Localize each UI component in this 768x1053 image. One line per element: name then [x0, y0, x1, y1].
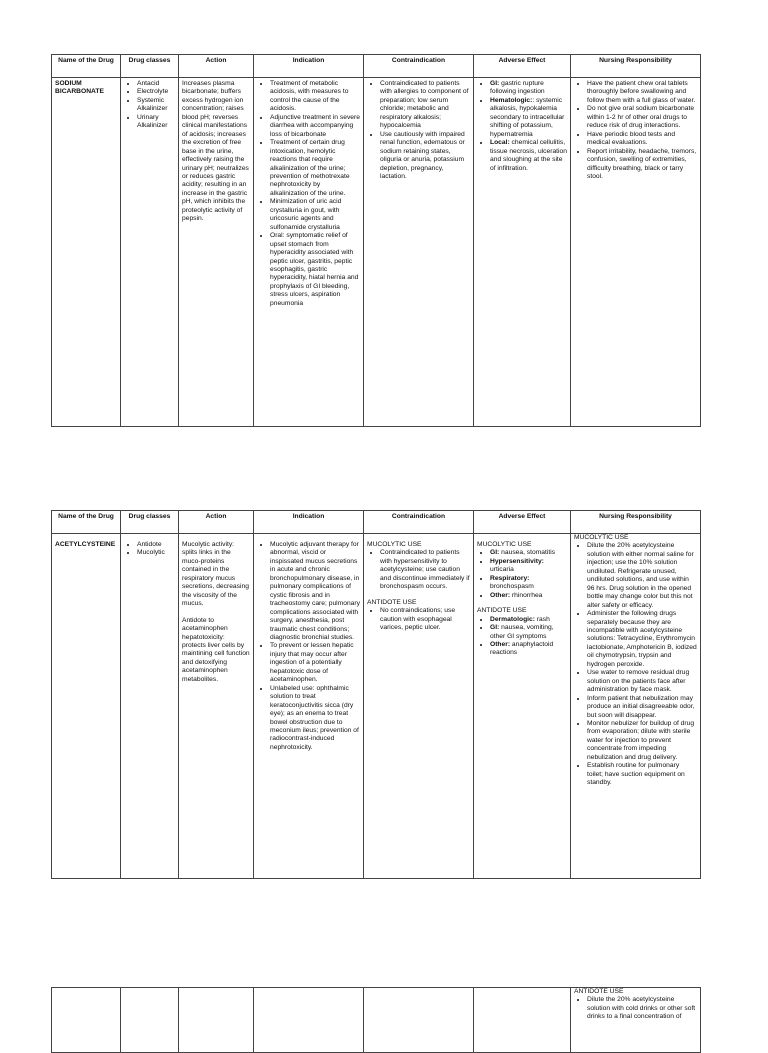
- list-item: [490, 592, 567, 600]
- section-heading: ANTIDOTE USE: [367, 598, 417, 606]
- action-text: Increases plasma bicarbonate; buffers excess hydrogen ion concentration; raises blood pH; reverses clinical manifestations of acidosis; increases the excretion of free base in the urine, effectively raising the urinary pH; neutralizes or reduces gastric acidity; resulting in an increase in the gastric pH, which inhibits the proteolytic activity of pepsin.: [182, 80, 249, 223]
- adverse-effect-cell: [474, 78, 571, 427]
- list-item: • Use water to remove residual drug solution on the patients face after administration by face mask.: [587, 669, 697, 694]
- table-row: [52, 534, 701, 879]
- list-item: • Establish routine for pulmonary toilet; have suction equipment on standby.: [587, 762, 697, 787]
- section-heading: MUCOLYTIC USE: [367, 541, 422, 548]
- effect-text: rhinorrhea: [510, 591, 543, 599]
- header-row: [52, 511, 701, 534]
- list-item: [490, 139, 567, 173]
- list-item: • Antacid: [137, 80, 175, 88]
- list-item: • Administer the following drugs separately because they are incompatible with acetylcysteine solutions: Tetracycline, Erythromycin lactobionate, Amphotericin B, iodized oil chymotrypsin, trypsin and hydrogen peroxide.: [587, 610, 697, 669]
- effect-text: nausea, stomatitis: [499, 549, 556, 557]
- list-item: • Oral: symptomatic relief of upset stomach from hyperacidity associated with peptic ulcer, gastritis, peptic esophagitis, gastric hyperacidity, hiatal hernia and prophylaxis of GI bleeding, stress ulcers, aspiration pneumonia: [270, 232, 360, 308]
- list-item: • Dilute the 20% acetylcysteine solution with cold drinks or other soft drinks to a final concentration of: [587, 996, 697, 1021]
- list-item: [490, 549, 567, 557]
- effect-label: Respiratory:: [490, 574, 530, 582]
- header-indication: Indication: [254, 55, 364, 78]
- list-item: • Mucolytic: [137, 549, 175, 557]
- drug-classes-cell: [121, 78, 179, 427]
- section-heading: ANTIDOTE USE: [477, 607, 527, 615]
- empty-cell: [474, 988, 571, 1053]
- list-item: • Systemic Alkalinizer: [137, 97, 175, 114]
- section-heading: MUCOLYTIC USE: [477, 541, 532, 548]
- adverse-effect-cell: [474, 534, 571, 879]
- effect-text: urticaria: [490, 566, 514, 574]
- list-item: • Do not give oral sodium bicarbonate within 1-2 hr of other oral drugs to reduce risk of drug interactions.: [587, 105, 697, 130]
- contraindication-cell: [364, 78, 474, 427]
- header-drug-name: Name of the Drug: [52, 511, 121, 534]
- section-heading: MUCOLYTIC USE: [574, 534, 629, 541]
- list-item: • Treatment of metabolic acidosis, with measures to control the cause of the acidosis.: [270, 80, 360, 114]
- list-item: • Adjunctive treatment in severe diarrhea with accompanying loss of bicarbonate: [270, 114, 360, 139]
- nursing-cell: [571, 988, 701, 1053]
- action-text-antidote: Antidote to acetaminophen hepatotoxicity: protects liver cells by maintining cell function and detoxifying acetaminophen metabolites.: [182, 616, 250, 683]
- list-item: • Have the patient chew oral tablets thoroughly before swallowing and follow them with a full glass of water.: [587, 80, 697, 105]
- effect-label: Local:: [490, 139, 510, 147]
- effect-label: GI:: [490, 549, 500, 557]
- list-item: • Dilute the 20% acetylcysteine solution with either normal saline for injection; use the 10% solution undiluted. Refrigerate unused, undiluted solutions, and use within 96 hrs. Drug solution in the opened bottle may change color but this not alter safety or efficacy.: [587, 542, 697, 610]
- table-row: [52, 988, 701, 1053]
- list-item: • Electrolyte: [137, 88, 175, 96]
- empty-cell: [52, 988, 121, 1053]
- list-item: • Mucolytic adjuvant therapy for abnormal, viscid or inspissated mucus secretions in acute and chronic bronchopulmonary disease, in pulmonary complications of cystic fibrosis and in tracheostomy care; pulmonary complications associated with surgery, anesthesia, post traumatic chest conditions; diagnostic bronchial studies.: [270, 541, 360, 642]
- action-cell: [179, 78, 254, 427]
- list-item: • To prevent or lessen hepatic injury that may occur after ingestion of a potentially hepatotoxic dose of acetaminophen.: [270, 642, 360, 684]
- header-adverse-effect: Adverse Effect: [474, 511, 571, 534]
- drug-name: ACETYLCYSTEINE: [52, 534, 121, 879]
- header-row: [52, 55, 701, 78]
- effect-label: Dermatologic:: [490, 615, 535, 623]
- effect-text: bronchospasm: [490, 583, 534, 591]
- effect-text: gastric rupture following ingestion: [490, 80, 545, 96]
- list-item: • Unlabeled use: ophthalmic solution to treat keratoconjuctivitis sicca (dry eye); as an enema to treat bowel obstruction due to meconium ileus; prevention of radiocontrast-induced nephrotoxicity.: [270, 685, 360, 753]
- list-item: [490, 97, 567, 139]
- nursing-cell: [571, 534, 701, 879]
- list-item: [490, 80, 567, 97]
- empty-cell: [121, 988, 179, 1053]
- list-item: • Contraindicated to patients with hypersensitivity to acetylcysteine; use caution and discontinue immediately if bronchospasm occurs.: [380, 549, 470, 591]
- header-indication: Indication: [254, 511, 364, 534]
- drug-table-acetylcysteine: [51, 510, 701, 879]
- drug-table-sodium-bicarbonate: [51, 54, 701, 427]
- list-item: [490, 616, 567, 624]
- header-contraindication: Contraindication: [364, 55, 474, 78]
- effect-text: rash: [534, 615, 550, 623]
- indication-cell: [254, 534, 364, 879]
- table-row: [52, 78, 701, 427]
- nursing-cell: [571, 78, 701, 427]
- section-heading: ANTIDOTE USE: [574, 988, 624, 995]
- list-item: [490, 624, 567, 641]
- list-item: [490, 558, 567, 575]
- drug-classes-cell: [121, 534, 179, 879]
- contraindication-cell: [364, 534, 474, 879]
- empty-cell: [364, 988, 474, 1053]
- effect-label: Other:: [490, 640, 511, 648]
- list-item: • Report irritability, headache, tremors, confusion, swelling of extremities, difficulty breathing, black or tarry stool.: [587, 148, 697, 182]
- empty-cell: [179, 988, 254, 1053]
- action-text-mucolytic: Mucolytic activity: splits links in the muco-proteins contained in the respiratory mucus secretions, decreasing the viscosity of the mucus.: [182, 541, 249, 608]
- list-item: • Antidote: [137, 541, 175, 549]
- list-item: [490, 575, 567, 592]
- header-nursing-responsibility: Nursing Responsibility: [571, 511, 701, 534]
- list-item: • Minimization of uric acid crystalluria in gout, with uricosuric agents and sulfonamide crystalluria: [270, 198, 360, 232]
- header-adverse-effect: Adverse Effect: [474, 55, 571, 78]
- header-action: Action: [179, 511, 254, 534]
- list-item: • Inform patient that nebulization may produce an initial disagreeable odor, but soon will disappear.: [587, 695, 697, 720]
- effect-text: : systemic alkalosis, hypokalemia secondary to intracellular shifting of potassium, hypernatremia: [490, 96, 565, 138]
- list-item: • Treatment of certain drug intoxication, hemolytic reactions that require alkalinization of the urine; prevention of methotrexate nephrotoxicity by alkalinization of the urine.: [270, 139, 360, 198]
- list-item: • Urinary Alkalinizer: [137, 114, 175, 131]
- drug-table-continuation: [51, 987, 701, 1053]
- effect-label: Hypersensitivity:: [490, 557, 544, 565]
- effect-label: GI:: [490, 80, 500, 87]
- list-item: [490, 641, 567, 658]
- list-item: • No contraindications; use caution with esophageal varices, peptic ulcer.: [380, 607, 470, 632]
- drug-name: SODIUM BICARBONATE: [52, 78, 121, 427]
- list-item: • Have periodic blood tests and medical evaluations.: [587, 131, 697, 148]
- header-drug-classes: Drug classes: [121, 55, 179, 78]
- header-contraindication: Contraindication: [364, 511, 474, 534]
- effect-text: anaphylactoid reactions: [490, 640, 554, 657]
- empty-cell: [254, 988, 364, 1053]
- header-drug-name: Name of the Drug: [52, 55, 121, 78]
- header-drug-classes: Drug classes: [121, 511, 179, 534]
- effect-label: GI:: [490, 624, 500, 632]
- effect-label: Hematologic:: [490, 96, 533, 104]
- list-item: • Use cautiously with impaired renal function, edematous or sodium retaining states, oliguria or anuria, potassium depletion, pregnancy, lactation.: [380, 131, 470, 182]
- header-action: Action: [179, 55, 254, 78]
- action-cell: [179, 534, 254, 879]
- effect-text: nausea, vomiting, other GI symptoms: [490, 624, 554, 640]
- indication-cell: [254, 78, 364, 427]
- header-nursing-responsibility: Nursing Responsibility: [571, 55, 701, 78]
- effect-label: Other:: [490, 591, 511, 599]
- effect-text: chemical cellulitis, tissue necrosis, ulceration and sloughing at the site of infiltration.: [490, 139, 567, 172]
- list-item: • Monitor nebulizer for buildup of drug from evaporation; dilute with sterile water for injection to prevent concentrate from impeding nebulization and drug delivery.: [587, 720, 697, 762]
- list-item: • Contraindicated to patients with allergies to component of preparation; low serum chloride; metabolic and respiratory alkalosis; hypocalcemia: [380, 80, 470, 131]
